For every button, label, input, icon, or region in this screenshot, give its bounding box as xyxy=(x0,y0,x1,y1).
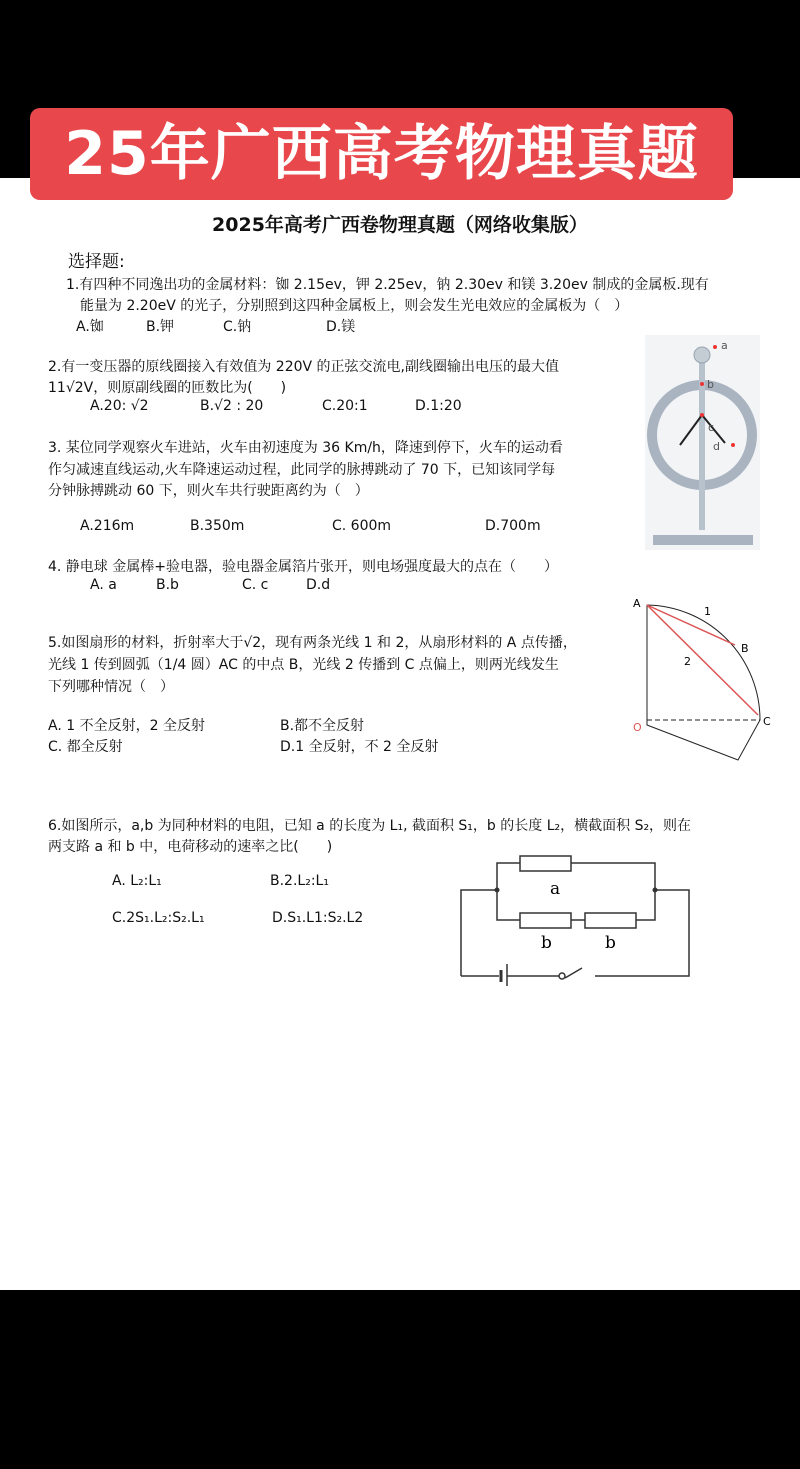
section-heading: 选择题: xyxy=(68,252,125,272)
resistor-a-label: a xyxy=(550,879,561,899)
q1-option-b: B.钾 xyxy=(146,319,175,335)
q5-line2: 光线 1 传到圆弧（1/4 圆）AC 的中点 B，光线 2 传播到 C 点偏上，则两光线发生 xyxy=(48,657,559,673)
q6-option-c: C.2S₁.L₂:S₂.L₁ xyxy=(112,910,205,926)
label-B: B xyxy=(741,642,749,655)
q6-line1: 6.如图所示，a,b 为同种材料的电阻，已知 a 的长度为 L₁, 截面积 S₁，b 的长度 L₂，横截面积 S₂，则在 xyxy=(48,818,692,834)
q4-option-d: D.d xyxy=(306,577,331,593)
q5-option-a: A. 1 不全反射，2 全反射 xyxy=(48,718,205,734)
label-d: d xyxy=(713,440,720,453)
q1-line2: 能量为 2.20eV 的光子，分别照到这四种金属板上，则会发生光电效应的金属板为（ ） xyxy=(80,298,629,314)
label-b: b xyxy=(707,378,714,391)
q3-option-c: C. 600m xyxy=(332,518,392,534)
q2-option-c: C.20:1 xyxy=(322,398,368,414)
q2-option-a: A.20: √2 xyxy=(90,398,149,414)
q2-line2: 11√2V，则原副线圈的匝数比为( ) xyxy=(48,380,287,396)
circuit-figure xyxy=(455,850,695,990)
q6-line2: 两支路 a 和 b 中，电荷移动的速率之比( ) xyxy=(48,839,333,855)
q5-option-b: B.都不全反射 xyxy=(280,718,365,734)
electroscope-figure xyxy=(645,335,760,550)
q3-line3: 分钟脉搏跳动 60 下，则火车共行驶距离约为（ ） xyxy=(48,483,369,499)
q1-option-c: C.钠 xyxy=(223,319,252,335)
q6-option-d: D.S₁.L1:S₂.L2 xyxy=(272,910,364,926)
q1-option-d: D.镁 xyxy=(326,319,356,335)
q2-line1: 2.有一变压器的原线圈接入有效值为 220V 的正弦交流电,副线圈输出电压的最大值 xyxy=(48,359,560,375)
q2-option-d: D.1:20 xyxy=(415,398,462,414)
label-c: c xyxy=(708,421,715,434)
q5-line3: 下列哪种情况（ ） xyxy=(48,679,174,695)
q3-option-d: D.700m xyxy=(485,518,541,534)
label-A: A xyxy=(633,597,641,610)
document-title: 2025年高考广西卷物理真题（网络收集版） xyxy=(212,214,588,236)
ray-1-label: 1 xyxy=(704,605,711,618)
q3-line2: 作匀减速直线运动,火车降速运动过程，此同学的脉搏跳动了 70 下，已知该同学每 xyxy=(48,462,556,478)
q4-option-b: B.b xyxy=(156,577,179,593)
q3-option-a: A.216m xyxy=(80,518,135,534)
label-O: O xyxy=(633,721,642,734)
q1-option-a: A.铷 xyxy=(76,319,104,335)
q3-option-b: B.350m xyxy=(190,518,245,534)
ray-2-label: 2 xyxy=(684,655,691,668)
q4-line1: 4. 静电球 金属棒+验电器，验电器金属箔片张开，则电场强度最大的点在（ ） xyxy=(48,559,558,575)
sector-figure xyxy=(630,595,778,767)
q6-option-a: A. L₂:L₁ xyxy=(112,873,162,889)
q1-line1: 1.有四种不同逸出功的金属材料：铷 2.15ev，钾 2.25ev，钠 2.30ev 和镁 3.20ev 制成的金属板.现有 xyxy=(66,277,709,293)
q5-option-d: D.1 全反射，不 2 全反射 xyxy=(280,739,439,755)
label-a: a xyxy=(721,339,728,352)
q3-line1: 3. 某位同学观察火车进站，火车由初速度为 36 Km/h，降速到停下，火车的运动看 xyxy=(48,440,563,456)
q4-option-c: C. c xyxy=(242,577,269,593)
banner-title: 25年广西高考物理真题 xyxy=(30,108,733,200)
q4-option-a: A. a xyxy=(90,577,117,593)
resistor-b1-label: b xyxy=(541,933,552,953)
q2-option-b: B.√2 : 20 xyxy=(200,398,264,414)
q5-option-c: C. 都全反射 xyxy=(48,739,123,755)
q6-option-b: B.2.L₂:L₁ xyxy=(270,873,329,889)
label-C: C xyxy=(763,715,771,728)
q5-line1: 5.如图扇形的材料，折射率大于√2，现有两条光线 1 和 2，从扇形材料的 A 点传播， xyxy=(48,635,577,651)
resistor-b2-label: b xyxy=(605,933,616,953)
